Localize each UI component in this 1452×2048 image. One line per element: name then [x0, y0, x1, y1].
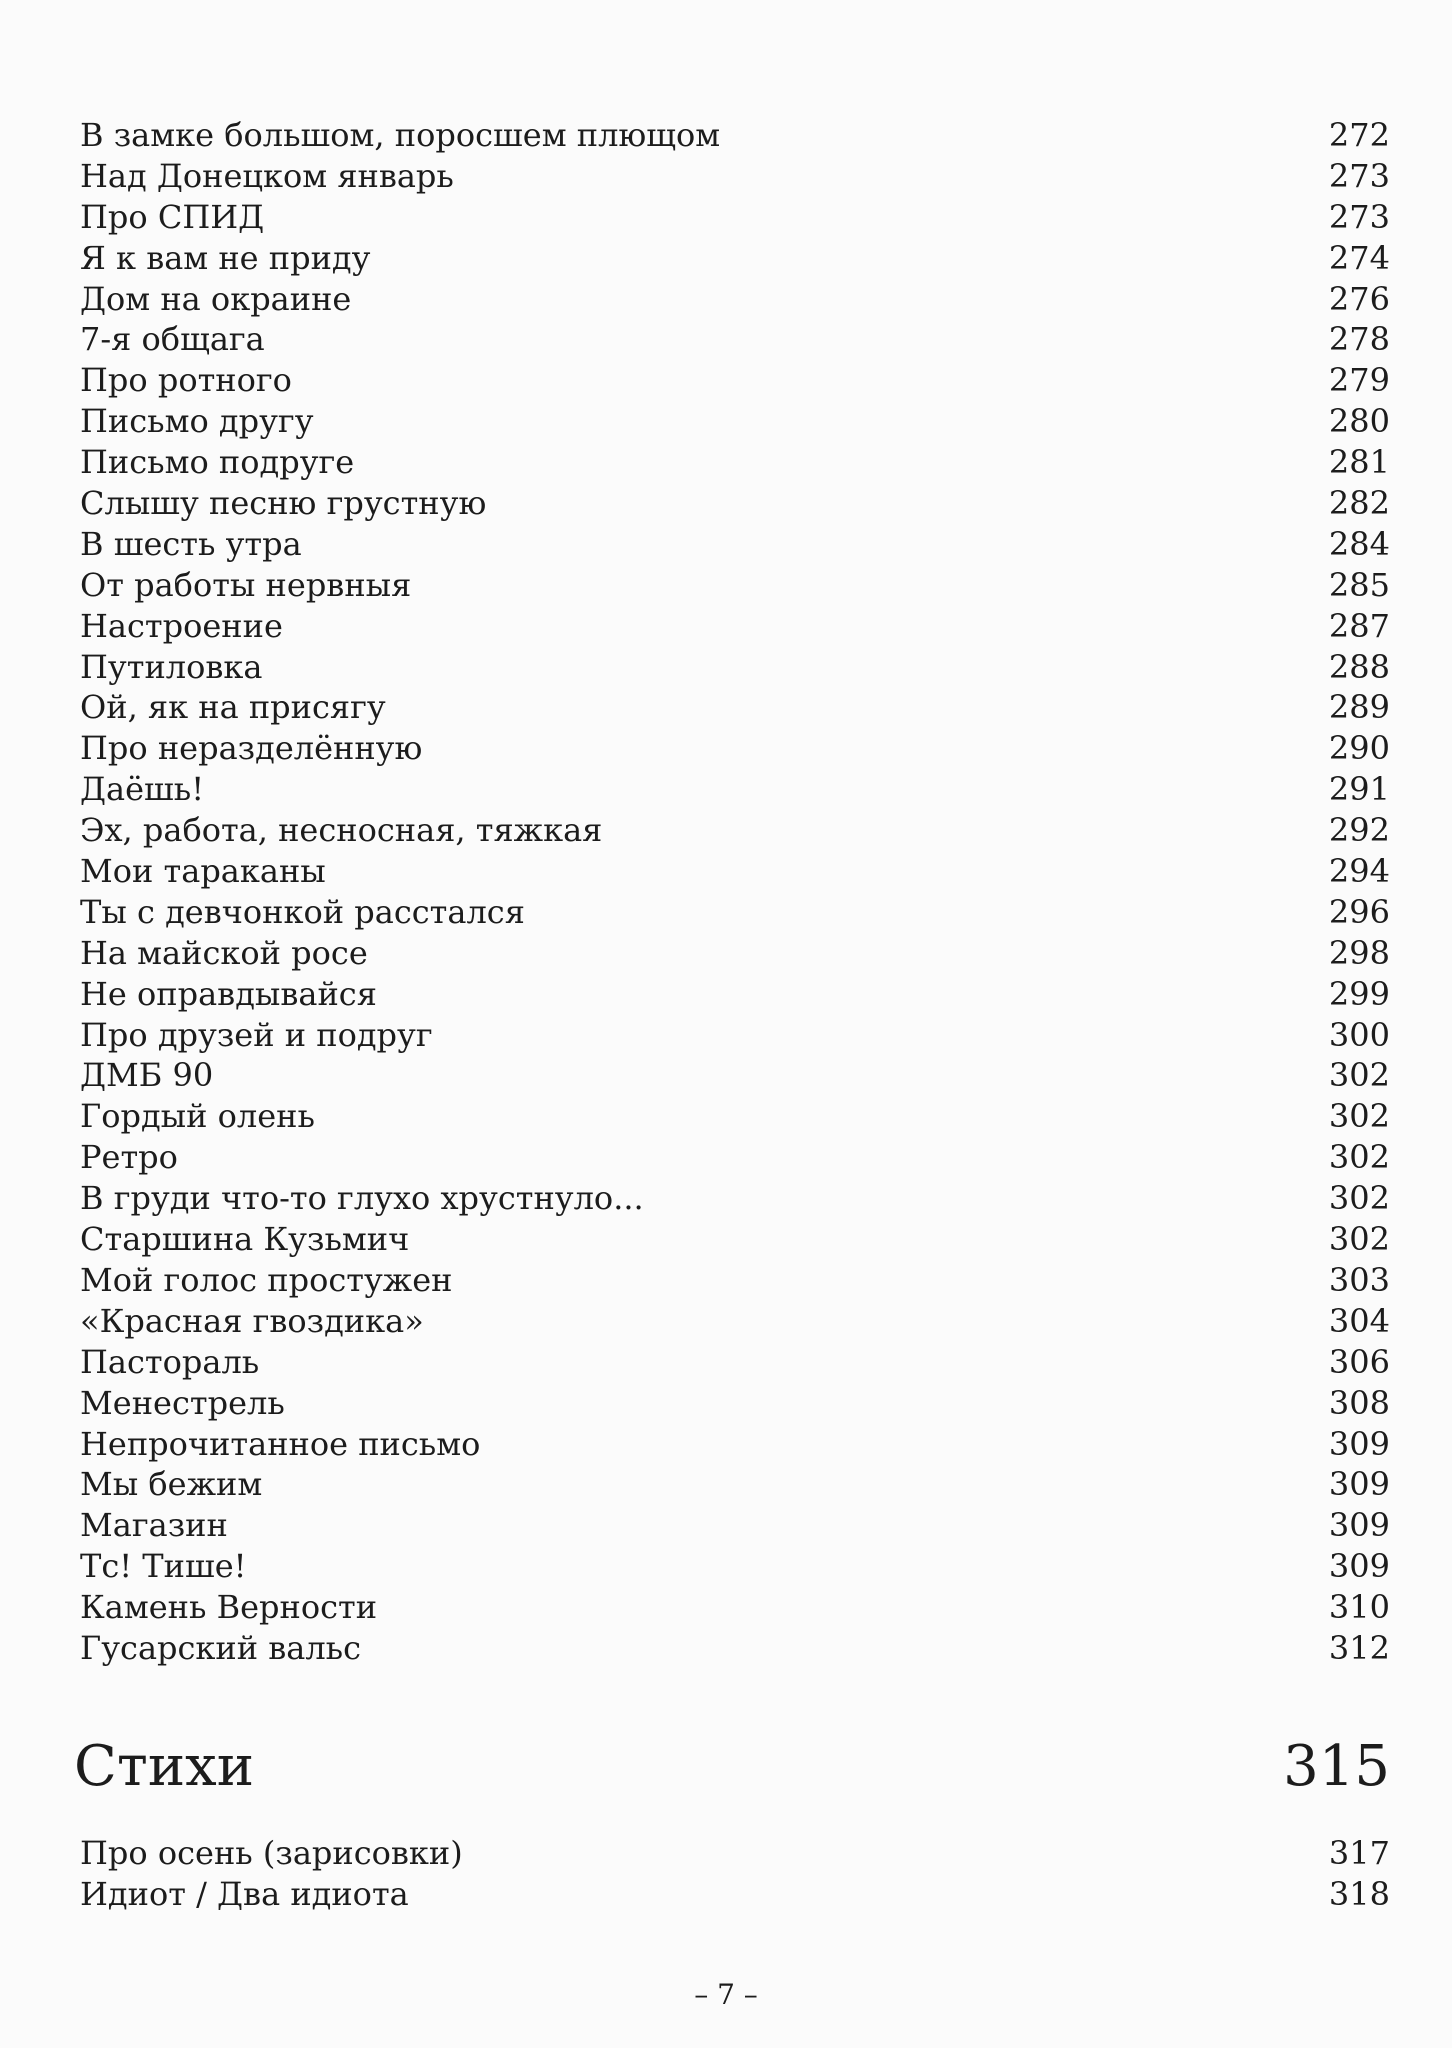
toc-entry	[80, 156, 1390, 197]
entry-title: Настроение	[80, 606, 283, 645]
entry-title: Про ротного	[80, 361, 292, 400]
entry-title: В груди что-то глухо хрустнуло...	[80, 1179, 644, 1218]
toc-entry	[80, 1874, 1390, 1915]
entry-title: Я к вам не приду	[80, 238, 371, 277]
toc-entry	[80, 1464, 1390, 1505]
toc-entry	[80, 647, 1390, 688]
toc-entry	[80, 524, 1390, 565]
entry-page-number: 302	[1328, 1056, 1390, 1095]
entry-page-number: 310	[1328, 1588, 1390, 1627]
toc-entry	[80, 810, 1390, 851]
toc-entry	[80, 1505, 1390, 1546]
toc-entry	[80, 1833, 1390, 1874]
entry-page-number: 282	[1328, 484, 1390, 523]
toc-entry	[80, 1342, 1390, 1383]
entry-page-number: 296	[1328, 892, 1390, 931]
entry-title: «Красная гвоздика»	[80, 1301, 424, 1340]
entry-title: Мы бежим	[80, 1465, 263, 1504]
entry-title: Идиот / Два идиота	[80, 1874, 409, 1913]
entry-title: Ретро	[80, 1138, 178, 1177]
toc-entry	[80, 1219, 1390, 1260]
toc-list	[80, 115, 1390, 1669]
entry-page-number: 289	[1328, 688, 1390, 727]
entry-title: Про друзей и подруг	[80, 1015, 433, 1054]
entry-page-number: 317	[1328, 1834, 1390, 1872]
toc-entry	[80, 1424, 1390, 1465]
entry-title: Мои тараканы	[80, 852, 326, 891]
toc-entry	[80, 1383, 1390, 1424]
page-number-footer: – 7 –	[694, 1978, 758, 2011]
toc-entry	[80, 1587, 1390, 1628]
entry-page-number: 312	[1328, 1628, 1390, 1667]
entry-title: В замке большом, поросшем плющом	[80, 116, 721, 154]
toc-entry	[80, 687, 1390, 728]
entry-page-number: 272	[1328, 116, 1390, 154]
entry-page-number: 279	[1328, 361, 1390, 400]
toc-entry	[80, 238, 1390, 279]
entry-page-number: 290	[1328, 729, 1390, 768]
toc-entry	[80, 933, 1390, 974]
toc-entry	[80, 442, 1390, 483]
entry-title: ДМБ 90	[80, 1056, 214, 1095]
entry-page-number: 299	[1328, 974, 1390, 1013]
entry-page-number: 309	[1328, 1506, 1390, 1545]
entry-title: Ой, як на присягу	[80, 688, 386, 727]
entry-title: Путиловка	[80, 647, 263, 686]
entry-title: Не оправдывайся	[80, 974, 377, 1013]
entry-page-number: 304	[1328, 1301, 1390, 1340]
entry-page-number: 281	[1328, 443, 1390, 482]
entry-title: Мой голос простужен	[80, 1260, 453, 1299]
entry-page-number: 278	[1328, 320, 1390, 359]
toc-entry	[80, 1055, 1390, 1096]
toc-entry	[80, 319, 1390, 360]
toc-entry	[80, 279, 1390, 320]
section-page-number: 315	[1283, 1734, 1390, 1799]
entry-title: Слышу песню грустную	[80, 484, 487, 523]
entry-title: Пастораль	[80, 1342, 260, 1381]
entry-page-number: 306	[1328, 1342, 1390, 1381]
entry-title: 7-я общага	[80, 320, 265, 359]
entry-title: Ты с девчонкой расстался	[80, 892, 525, 931]
entry-title: Тс! Тише!	[80, 1547, 247, 1586]
entry-title: Камень Верности	[80, 1588, 378, 1627]
entry-page-number: 302	[1328, 1220, 1390, 1259]
toc-entry	[80, 1015, 1390, 1056]
entry-page-number: 292	[1328, 811, 1390, 850]
entry-title: Гордый олень	[80, 1097, 315, 1136]
entry-title: Про СПИД	[80, 197, 265, 236]
entry-title: Про осень (зарисовки)	[80, 1834, 463, 1872]
entry-title: Эх, работа, несносная, тяжкая	[80, 811, 603, 850]
toc-entry	[80, 851, 1390, 892]
toc-entry	[80, 1301, 1390, 1342]
entry-title: Старшина Кузьмич	[80, 1220, 410, 1259]
entry-page-number: 302	[1328, 1097, 1390, 1136]
entry-title: От работы нервныя	[80, 565, 412, 604]
entry-page-number: 302	[1328, 1138, 1390, 1177]
entry-page-number: 300	[1328, 1015, 1390, 1054]
entry-page-number: 298	[1328, 933, 1390, 972]
toc-entry	[80, 974, 1390, 1015]
entry-page-number: 294	[1328, 852, 1390, 891]
toc-entry	[80, 1628, 1390, 1669]
toc-entry	[80, 1137, 1390, 1178]
section-title: Стихи	[74, 1734, 255, 1799]
entry-page-number: 309	[1328, 1547, 1390, 1586]
entry-title: Даёшь!	[80, 770, 205, 809]
toc-entry	[80, 197, 1390, 238]
entry-page-number: 308	[1328, 1383, 1390, 1422]
entry-title: В шесть утра	[80, 524, 302, 563]
entry-title: Письмо другу	[80, 402, 314, 441]
toc-entry	[80, 360, 1390, 401]
entry-page-number: 273	[1328, 197, 1390, 236]
toc-entry	[80, 565, 1390, 606]
entry-page-number: 273	[1328, 156, 1390, 195]
entry-page-number: 291	[1328, 770, 1390, 809]
entry-page-number: 303	[1328, 1260, 1390, 1299]
entry-title: Про неразделённую	[80, 729, 423, 768]
toc-entry	[80, 401, 1390, 442]
entry-title: Непрочитанное письмо	[80, 1424, 481, 1463]
entry-page-number: 309	[1328, 1465, 1390, 1504]
toc-entry	[80, 728, 1390, 769]
entry-title: Гусарский вальс	[80, 1628, 362, 1667]
entry-title: Магазин	[80, 1506, 228, 1545]
toc-entry	[80, 1546, 1390, 1587]
toc-entry	[80, 892, 1390, 933]
entry-page-number: 274	[1328, 238, 1390, 277]
entry-page-number: 287	[1328, 606, 1390, 645]
section-heading	[74, 1732, 1390, 1802]
entry-title: Менестрель	[80, 1383, 285, 1422]
entry-page-number: 318	[1328, 1874, 1390, 1913]
toc-entry	[80, 483, 1390, 524]
toc-entry	[80, 769, 1390, 810]
toc-entry	[80, 1096, 1390, 1137]
entry-page-number: 276	[1328, 279, 1390, 318]
entry-page-number: 284	[1328, 524, 1390, 563]
entry-page-number: 285	[1328, 565, 1390, 604]
toc-entry	[80, 115, 1390, 156]
entry-page-number: 309	[1328, 1424, 1390, 1463]
entry-page-number: 280	[1328, 402, 1390, 441]
section-toc-list	[80, 1833, 1390, 1915]
entry-title: На майской росе	[80, 933, 368, 972]
entry-title: Дом на окраине	[80, 279, 352, 318]
toc-entry	[80, 1260, 1390, 1301]
entry-title: Письмо подруге	[80, 443, 355, 482]
entry-page-number: 302	[1328, 1179, 1390, 1218]
entry-title: Над Донецком январь	[80, 156, 454, 195]
toc-entry	[80, 1178, 1390, 1219]
entry-page-number: 288	[1328, 647, 1390, 686]
toc-entry	[80, 606, 1390, 647]
